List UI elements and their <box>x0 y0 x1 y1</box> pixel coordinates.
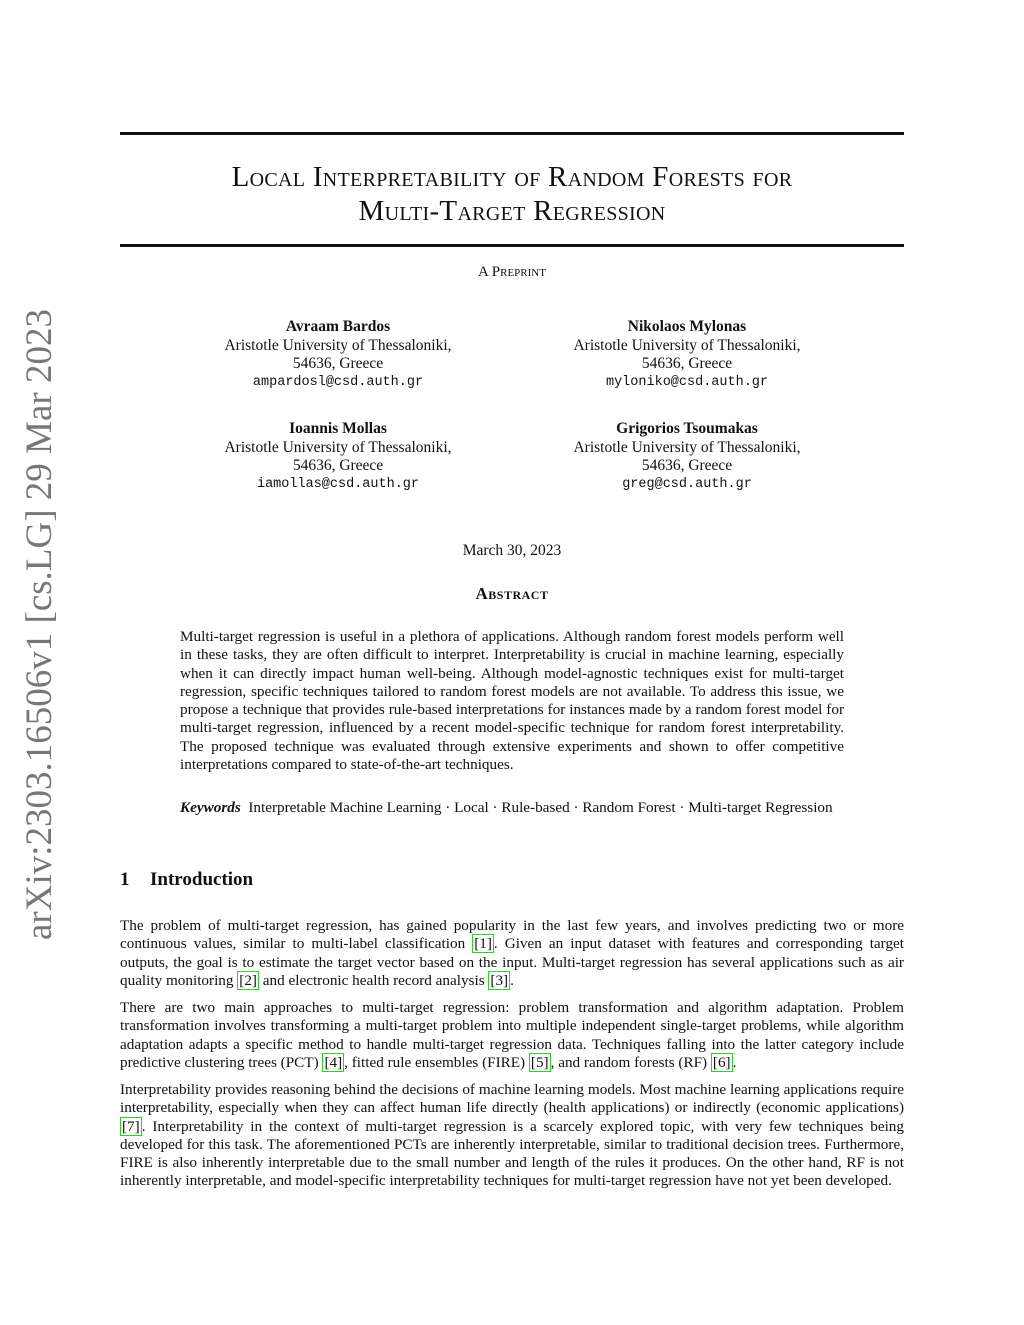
author-affiliation: Aristotle University of Thessaloniki, <box>573 438 801 456</box>
author-affiliation: Aristotle University of Thessaloniki, <box>573 336 801 354</box>
author-name: Avraam Bardos <box>285 318 391 335</box>
author-block <box>188 420 488 494</box>
text-span: The problem of multi-target regression, has gained popularity in the last few years, and involves predicting two or more continuous values, similar to multi-label classification <box>120 917 904 953</box>
author-email[interactable]: iamollas@csd.auth.gr <box>256 476 420 492</box>
paragraph <box>120 999 904 1072</box>
author-name: Nikolaos Mylonas <box>627 318 747 335</box>
author-email[interactable]: myloniko@csd.auth.gr <box>605 374 769 390</box>
author-email[interactable]: ampardosl@csd.auth.gr <box>252 374 424 390</box>
title-line-2: Multi-Target Regression <box>358 195 666 227</box>
section-number: 1 <box>120 869 130 890</box>
author-block <box>537 420 837 494</box>
text-span: . Given an input dataset with features and corresponding target outputs, the goal is to estimate the target vector based on the input. Multi-target regression has several applications such as air quality monitoring <box>120 935 904 989</box>
arxiv-identifier: arXiv:2303.16506v1 [cs.LG] 29 Mar 2023 <box>19 309 60 940</box>
text-span: There are two main approaches to multi-target regression: problem transformation and algorithm adaptation. Problem transformation involves transforming a multi-target problem into multiple independent single-target problems, while algorithm adaptation adapts a specific method to handle multi-target regression data. Techniques falling into the latter category include predictive clustering trees (PCT) <box>120 999 904 1071</box>
text-span: . <box>510 971 514 989</box>
abstract-heading: Abstract <box>475 584 549 603</box>
author-name: Grigorios Tsoumakas <box>616 420 758 437</box>
abstract-text: Multi-target regression is useful in a plethora of applications. Although random forest models perform well in these tasks, they are often difficult to interpret. Interpretability is crucial in machine learning, especially when it can directly impact human well-being. Although model-agnostic techniques exist for multi-target regression, specific techniques tailored to random forest models are not available. To address this issue, we propose a technique that provides rule-based interpretations for instances made by a random forest model for multi-target regression, influenced by a recent model-specific technique for random forest interpretability. The proposed technique was evaluated through extensive experiments and shown to offer competitive interpretations compared to state-of-the-art techniques. <box>180 628 844 774</box>
author-name: Ioannis Mollas <box>289 420 387 437</box>
citation-link[interactable]: [1] <box>474 935 492 953</box>
paper-date: March 30, 2023 <box>462 542 562 559</box>
paragraph <box>120 1081 904 1191</box>
keywords-list: Interpretable Machine Learning · Local · Rule-based · Random Forest · Multi-target Regression <box>248 799 833 816</box>
paragraph <box>120 917 904 990</box>
citation-link[interactable]: [5] <box>530 1053 549 1071</box>
section-title: Introduction <box>150 869 254 890</box>
title-line-1: Local Interpretability of Random Forests for <box>231 161 793 193</box>
author-affiliation: Aristotle University of Thessaloniki, <box>224 438 452 456</box>
author-address: 54636, Greece <box>641 355 733 372</box>
text-span: , fitted rule ensembles (FIRE) <box>344 1053 529 1071</box>
text-span: and electronic health record analysis <box>259 971 489 989</box>
text-span: Interpretability provides reasoning behind the decisions of machine learning models. Most machine learning applications require interpretability, especially when they can affect human life directly (health applications) or indirectly (economic applications) <box>120 1081 904 1117</box>
citation-link[interactable]: [3] <box>490 971 509 989</box>
paper-title <box>120 160 904 228</box>
author-block <box>188 318 488 392</box>
author-email[interactable]: greg@csd.auth.gr <box>622 476 752 492</box>
citation-link[interactable]: [2] <box>239 971 257 989</box>
text-span: . Interpretability in the context of multi-target regression is a scarcely explored topic, with very few techniques being developed for this task. The aforementioned PCTs are inherently interpretable, similar to traditional decision trees. Furthermore, FIRE is also inherently interpretable due to the small number and length of the rules it produces. On the other hand, RF is not inherently interpretable, and model-specific interpretability techniques for multi-target regression have not yet been developed. <box>120 1117 904 1190</box>
citation-link[interactable]: [6] <box>712 1053 731 1071</box>
title-bottom-rule <box>120 244 904 247</box>
author-affiliation: Aristotle University of Thessaloniki, <box>224 336 452 354</box>
author-block <box>537 318 837 392</box>
keywords-label: Keywords <box>180 799 241 816</box>
text-span: , and random forests (RF) <box>550 1053 711 1071</box>
text-span: . <box>732 1053 737 1071</box>
author-address: 54636, Greece <box>641 457 733 474</box>
author-address: 54636, Greece <box>292 355 384 372</box>
title-top-rule <box>120 132 904 135</box>
section-heading <box>120 869 253 891</box>
author-address: 54636, Greece <box>292 457 384 474</box>
preprint-label: A Preprint <box>478 264 546 280</box>
citation-link[interactable]: [7] <box>122 1117 140 1135</box>
citation-link[interactable]: [4] <box>324 1053 343 1071</box>
keywords <box>180 799 844 817</box>
